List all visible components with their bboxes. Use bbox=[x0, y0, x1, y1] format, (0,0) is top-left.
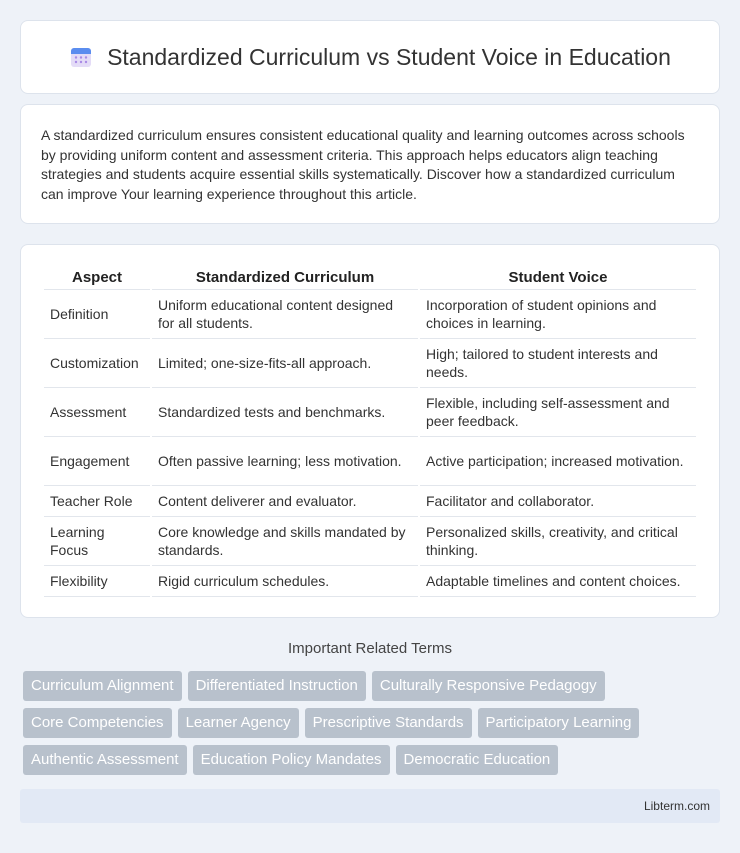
row-standardized: Content deliverer and evaluator. bbox=[152, 486, 418, 517]
related-term-tag[interactable]: Education Policy Mandates bbox=[193, 745, 390, 775]
page-title: Standardized Curriculum vs Student Voice in Education bbox=[107, 43, 671, 70]
related-term-tag[interactable]: Differentiated Instruction bbox=[188, 671, 366, 701]
row-student-voice: High; tailored to student interests and needs. bbox=[420, 339, 696, 388]
row-standardized: Standardized tests and benchmarks. bbox=[152, 388, 418, 437]
related-term-tag[interactable]: Culturally Responsive Pedagogy bbox=[372, 671, 605, 701]
comparison-table bbox=[42, 263, 698, 597]
header-standardized: Standardized Curriculum bbox=[152, 263, 418, 290]
row-aspect: Assessment bbox=[44, 388, 150, 437]
intro-text: A standardized curriculum ensures consistent educational quality and learning outcomes across schools by providing uniform content and assessment criteria. This approach helps educators align teaching strategies and students acquire essential skills systematically. Discover how a standardized curriculum can improve Your learning experience throughout this article. bbox=[41, 127, 685, 202]
row-student-voice: Flexible, including self-assessment and peer feedback. bbox=[420, 388, 696, 437]
intro-card bbox=[20, 104, 720, 224]
footer-site-link[interactable]: Libterm.com bbox=[643, 799, 710, 813]
related-term-tag[interactable]: Authentic Assessment bbox=[23, 745, 187, 775]
related-term-tag[interactable]: Democratic Education bbox=[396, 745, 559, 775]
row-standardized: Often passive learning; less motivation. bbox=[152, 437, 418, 486]
header-student-voice: Student Voice bbox=[420, 263, 696, 290]
row-student-voice: Facilitator and collaborator. bbox=[420, 486, 696, 517]
table-row bbox=[44, 566, 696, 597]
related-terms-title: Important Related Terms bbox=[288, 640, 452, 657]
table-row bbox=[44, 388, 696, 437]
row-student-voice: Personalized skills, creativity, and critical thinking. bbox=[420, 517, 696, 566]
header-card bbox=[20, 20, 720, 94]
row-student-voice: Active participation; increased motivation. bbox=[420, 437, 696, 486]
calendar-icon bbox=[69, 45, 93, 69]
row-aspect: Learning Focus bbox=[44, 517, 150, 566]
row-standardized: Core knowledge and skills mandated by standards. bbox=[152, 517, 418, 566]
table-header-row bbox=[44, 263, 696, 290]
related-term-tag[interactable]: Core Competencies bbox=[23, 708, 172, 738]
row-aspect: Engagement bbox=[44, 437, 150, 486]
footer bbox=[20, 789, 720, 823]
row-standardized: Uniform educational content designed for all students. bbox=[152, 290, 418, 339]
table-row bbox=[44, 517, 696, 566]
related-term-tag[interactable]: Participatory Learning bbox=[478, 708, 640, 738]
related-term-tag[interactable]: Learner Agency bbox=[178, 708, 299, 738]
row-aspect: Definition bbox=[44, 290, 150, 339]
related-term-tag[interactable]: Prescriptive Standards bbox=[305, 708, 472, 738]
table-row bbox=[44, 339, 696, 388]
header-aspect: Aspect bbox=[44, 263, 150, 290]
row-student-voice: Adaptable timelines and content choices. bbox=[420, 566, 696, 597]
row-aspect: Customization bbox=[44, 339, 150, 388]
related-term-tag[interactable]: Curriculum Alignment bbox=[23, 671, 182, 701]
table-row bbox=[44, 290, 696, 339]
row-standardized: Limited; one-size-fits-all approach. bbox=[152, 339, 418, 388]
table-row bbox=[44, 486, 696, 517]
row-student-voice: Incorporation of student opinions and choices in learning. bbox=[420, 290, 696, 339]
row-aspect: Teacher Role bbox=[44, 486, 150, 517]
row-aspect: Flexibility bbox=[44, 566, 150, 597]
table-row bbox=[44, 437, 696, 486]
comparison-card bbox=[20, 244, 720, 618]
related-terms-list bbox=[23, 671, 723, 782]
row-standardized: Rigid curriculum schedules. bbox=[152, 566, 418, 597]
